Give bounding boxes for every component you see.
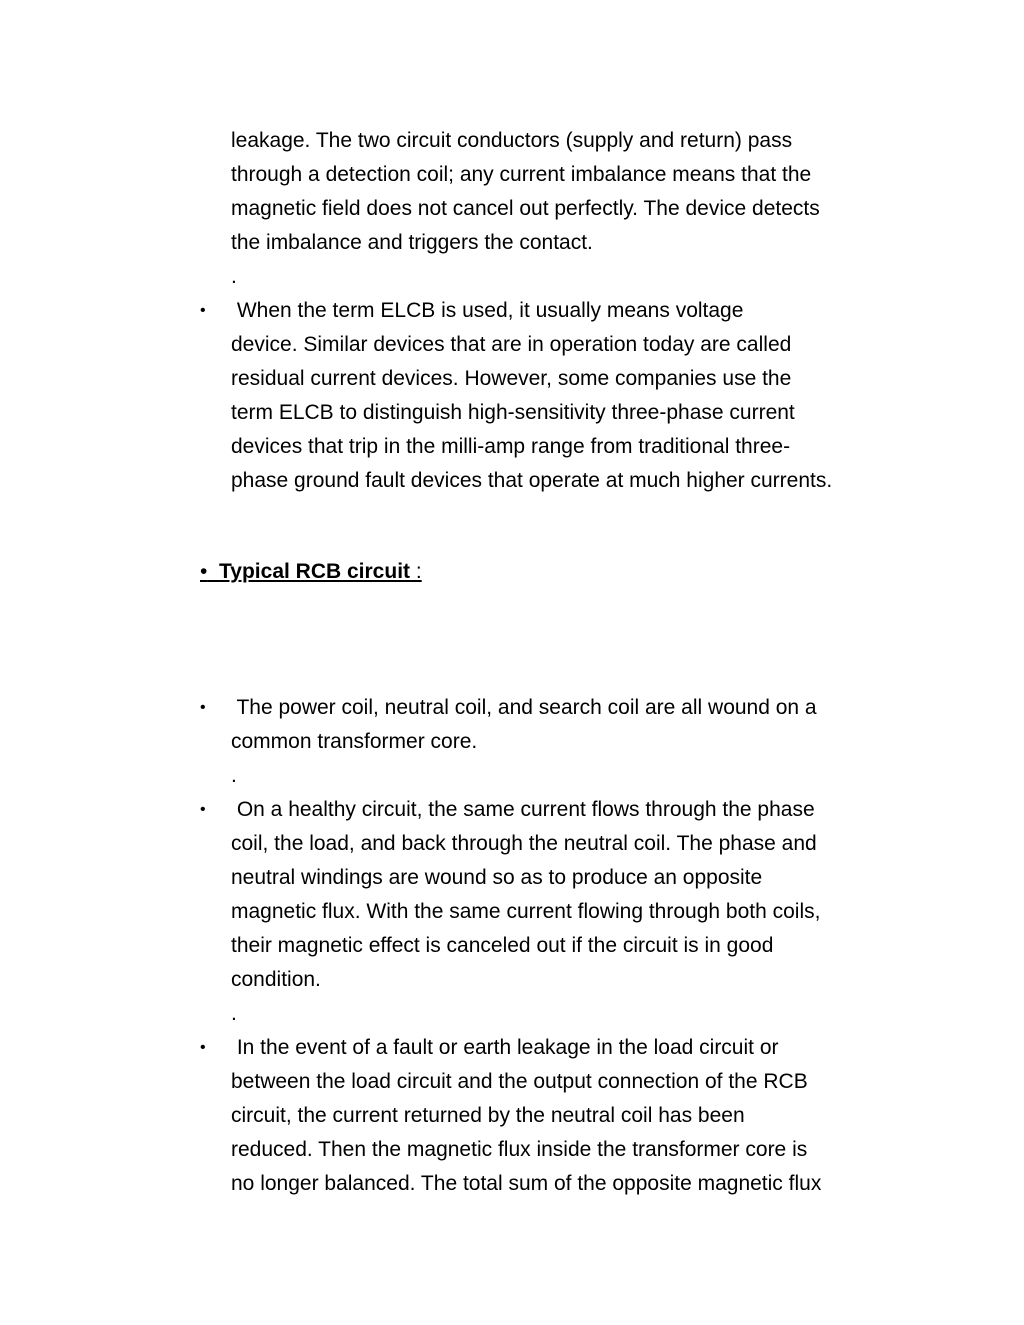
section-heading (200, 555, 422, 589)
text-line: the imbalance and triggers the contact. (231, 231, 593, 254)
text-line: coil, the load, and back through the neutral coil. The phase and (231, 832, 817, 855)
separator-dot: . (231, 764, 237, 787)
text-line: neutral windings are wound so as to produce an opposite (231, 866, 763, 889)
text-line: magnetic flux. With the same current flowing through both coils, (231, 900, 821, 923)
separator-dot: . (231, 1002, 237, 1025)
text-line: devices that trip in the milli-amp range from traditional three- (231, 435, 791, 458)
heading-suffix: : (410, 560, 422, 583)
text-line: circuit, the current returned by the neutral coil has been (231, 1104, 745, 1127)
text-line: device. Similar devices that are in operation today are called (231, 333, 792, 356)
text-line: no longer balanced. The total sum of the opposite magnetic flux (231, 1172, 822, 1195)
text-line: phase ground fault devices that operate at much higher currents. (231, 469, 833, 492)
text-line: reduced. Then the magnetic flux inside the transformer core is (231, 1138, 808, 1161)
bullet-icon: • (200, 302, 206, 319)
text-line: common transformer core. (231, 730, 478, 753)
text-line: residual current devices. However, some companies use the (231, 367, 792, 390)
heading-title: Typical RCB circuit (219, 560, 411, 583)
text-line: The power coil, neutral coil, and search coil are all wound on a (231, 696, 817, 719)
text-line: condition. (231, 968, 321, 991)
text-line: between the load circuit and the output connection of the RCB (231, 1070, 808, 1093)
separator-dot: . (231, 265, 237, 288)
bullet-icon: • (200, 699, 206, 716)
text-line: magnetic field does not cancel out perfectly. The device detects (231, 197, 820, 220)
text-line: term ELCB to distinguish high-sensitivity three-phase current (231, 401, 795, 424)
text-line: leakage. The two circuit conductors (supply and return) pass (231, 129, 793, 152)
text-line: through a detection coil; any current imbalance means that the (231, 163, 812, 186)
bullet-icon: • (200, 801, 206, 818)
bullet-icon: • (200, 560, 208, 583)
bullet-icon: • (200, 1039, 206, 1056)
heading-spacer (207, 560, 219, 583)
text-line: When the term ELCB is used, it usually means voltage (231, 299, 744, 322)
text-line: On a healthy circuit, the same current flows through the phase (231, 798, 815, 821)
text-line: In the event of a fault or earth leakage in the load circuit or (231, 1036, 779, 1059)
text-line: their magnetic effect is canceled out if the circuit is in good (231, 934, 774, 957)
